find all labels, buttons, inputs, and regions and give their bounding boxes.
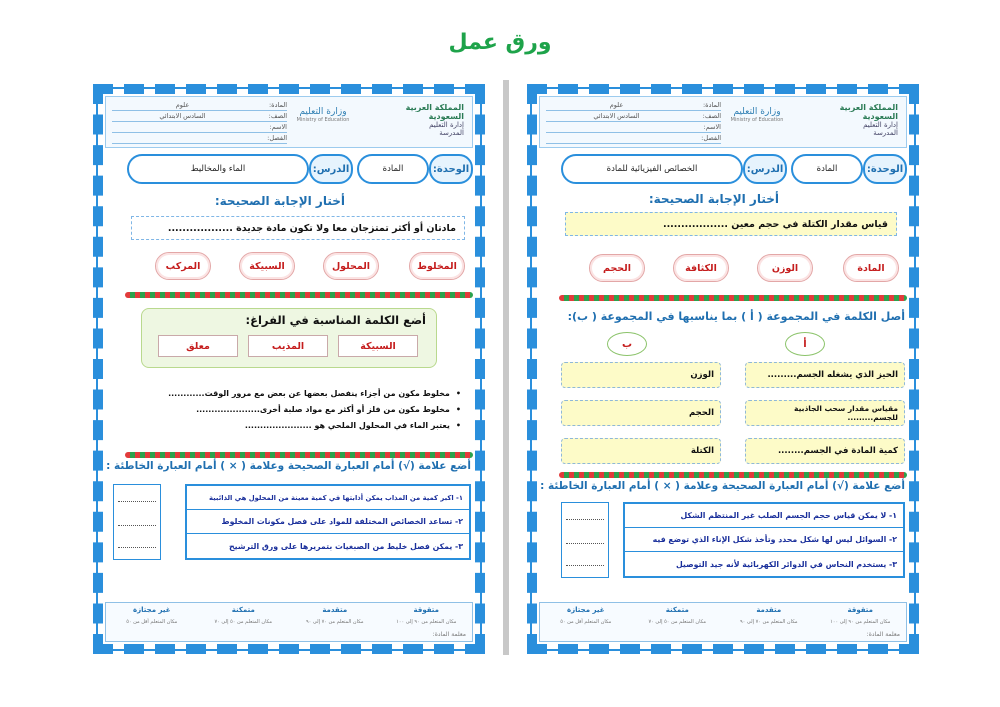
options-row [127,252,465,280]
answer-line[interactable] [566,519,604,520]
grade-level: غير مجتازة [567,606,605,614]
question-box: مادتان أو أكثر تمتزجان معا ولا تكون مادة جديدة .................. [131,216,465,240]
tf-statement: ٢- تساعد الخصائص المختلفة للمواد على فصل مكونات المخلوط [187,510,469,534]
option-chip[interactable]: الحجم [589,254,645,282]
match-b-item: الوزن [561,362,721,388]
tf-statement: ١- لا يمكن قياس حجم الجسم الصلب غير المنتظم الشكل [625,504,903,528]
field-label: المادة: [268,101,287,109]
fill-in-list [168,386,461,434]
option-chip[interactable]: المادة [843,254,899,282]
answer-line[interactable] [118,501,156,502]
option-chip[interactable]: المحلول [323,252,379,280]
answer-column[interactable] [113,484,161,560]
bead-divider [125,452,473,458]
match-b-item: الحجم [561,400,721,426]
grade-level: متقوقة [847,606,873,614]
grade-level: متقدمة [756,606,782,614]
grading-footer [539,602,907,642]
tf-statement: ٣- يمكن فصل خليط من الصبغيات بتمريرها على ورق الترشيح [229,541,463,551]
true-false-table [623,502,905,578]
group-b-oval: ب [607,332,647,356]
word-bank-panel [141,308,437,368]
word-bank-title: أضع الكلمة المناسبة في الفراغ: [245,313,426,327]
match-a-item: الحيز الذي يشغله الجسم......... [745,362,905,388]
lesson-label: الدرس: [743,154,787,184]
options-row [561,254,899,282]
match-title: أصل الكلمة في المجموعة ( أ ) بما يناسبها في المجموعة ( ب): [567,310,905,323]
option-chip[interactable]: الوزن [757,254,813,282]
true-false-table [185,484,471,560]
tf-statement: ٣- يستخدم النحاس في الدوائر الكهربائية لأنه جيد التوصيل [675,559,897,569]
lesson-value: الخصائص الفيزيائية للمادة [561,154,743,184]
grade-range[interactable]: مكان المتعلم من ٧٠ إلى ٩٠ [305,619,364,625]
word-chip[interactable]: معلق [158,335,238,357]
sheet-header [539,96,907,148]
school-logo: المملكة العربية السعودية إدارة التعليم المدرسة [839,103,898,137]
tf-statement: ٢- السوائل ليس لها شكل محدد وتأخذ شكل الإناء الذي توضع فيه [625,528,903,552]
field-label: الاسم: [269,123,287,131]
grade-level: متقوقة [413,606,439,614]
worksheet-left [93,84,485,654]
match-b-item: الكتلة [561,438,721,464]
fill-item[interactable]: • يعتبر الماء في المحلول الملحي هو ...................... [168,418,461,434]
grade-range[interactable]: مكان المتعلم من ٩٠ إلى ١٠٠ [830,619,891,625]
field-value: علوم [609,101,624,109]
page-title: ورق عمل [448,30,552,55]
word-chip[interactable]: المذيب [248,335,328,357]
true-false-title: أضع علامة (√) أمام العبارة الصحيحة وعلامة ( × ) أمام العبارة الخاطئة : [540,480,905,492]
field-value: السادس الابتدائي [159,112,206,120]
sheet-header [105,96,473,148]
lesson-label: الدرس: [309,154,353,184]
grade-range[interactable]: مكان المتعلم من ٩٠ إلى ١٠٠ [396,619,457,625]
answer-line[interactable] [118,525,156,526]
field-label: المادة: [702,101,721,109]
fill-item[interactable]: • مخلوط مكون من فلز أو أكثر مع مواد صلبة أخرى..................... [168,402,461,418]
field-label: الفصل: [701,134,721,142]
ministry-logo: وزارة التعليم Ministry of Education [296,107,350,123]
header-fields [546,100,721,144]
fill-item[interactable]: • مخلوط مكون من أجزاء ينفصل بعضها عن بعض مع مرور الوقت............ [168,386,461,402]
choose-title: أختار الإجابة الصحيحة: [214,194,345,208]
grade-range[interactable]: مكان المتعلم من ٥٠ إلى ٧٠ [648,619,707,625]
unit-value: المادة [357,154,429,184]
grade-range[interactable]: مكان المتعلم أقل من ٥٠ [126,619,178,625]
group-a-oval: أ [785,332,825,356]
grade-level: غير مجتازة [133,606,171,614]
option-chip[interactable]: الكثافة [673,254,729,282]
option-chip[interactable]: المركب [155,252,211,280]
teacher-note: معلمة المادة: [432,631,466,638]
field-value: علوم [175,101,190,109]
teacher-note: معلمة المادة: [866,631,900,638]
grade-level: متمكنة [231,606,255,614]
grade-range[interactable]: مكان المتعلم أقل من ٥٠ [560,619,612,625]
grade-level: متقدمة [322,606,348,614]
unit-label: الوحدة: [863,154,907,184]
field-label: الصف: [268,112,287,120]
school-logo: المملكة العربية السعودية إدارة التعليم المدرسة [405,103,464,137]
option-chip[interactable]: المخلوط [409,252,465,280]
unit-value: المادة [791,154,863,184]
ministry-logo: وزارة التعليم Ministry of Education [730,107,784,123]
match-a-item: كمية المادة في الجسم........ [745,438,905,464]
bead-divider [125,292,473,298]
answer-line[interactable] [566,543,604,544]
answer-column[interactable] [561,502,609,578]
choose-title: أختار الإجابة الصحيحة: [648,192,779,206]
grade-range[interactable]: مكان المتعلم من ٧٠ إلى ٩٠ [739,619,798,625]
lesson-value: الماء والمخاليط [127,154,309,184]
field-label: الصف: [702,112,721,120]
unit-label: الوحدة: [429,154,473,184]
unit-lesson-row [105,154,473,184]
bead-divider [559,472,907,478]
field-label: الاسم: [703,123,721,131]
grading-footer [105,602,473,642]
answer-line[interactable] [566,565,604,566]
option-chip[interactable]: السبيكة [239,252,295,280]
page-divider [503,80,509,655]
unit-lesson-row [539,154,907,184]
word-chip[interactable]: السبيكة [338,335,418,357]
header-fields [112,100,287,144]
grade-range[interactable]: مكان المتعلم من ٥٠ إلى ٧٠ [214,619,273,625]
tf-statement: ١- اكبر كمية من المذاب يمكن أذابتها في كمية معينة من المحلول هي الذائبية [187,486,469,510]
field-value: السادس الابتدائي [593,112,640,120]
grade-level: متمكنة [665,606,689,614]
field-label: الفصل: [267,134,287,142]
question-box: قياس مقدار الكتلة في حجم معين .................. [565,212,897,236]
bead-divider [559,295,907,301]
match-a-item: مقياس مقدار سحب الجاذبية للجسم......... [745,400,905,426]
answer-line[interactable] [118,547,156,548]
worksheet-right [527,84,919,654]
true-false-title: أضع علامة (√) أمام العبارة الصحيحة وعلامة ( × ) أمام العبارة الخاطئة : [106,460,471,472]
